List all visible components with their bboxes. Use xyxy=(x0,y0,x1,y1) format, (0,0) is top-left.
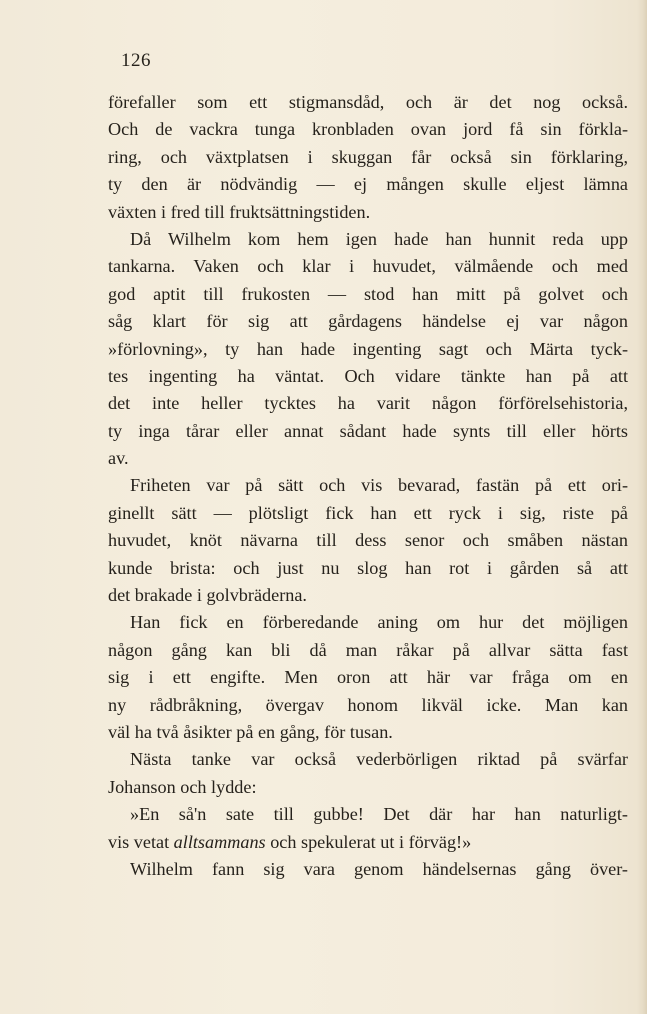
text-line: Johanson och lydde: xyxy=(108,776,257,797)
text-line: Och de vackra tunga kronbladen ovan jord få sin förkla- xyxy=(108,119,628,140)
page-edge-shadow xyxy=(637,0,647,1014)
text-line: det brakade i golvbräderna. xyxy=(108,585,307,606)
text-line-with-emphasis xyxy=(108,829,628,856)
text-line: av. xyxy=(108,448,129,469)
text-line: Nästa tanke var också vederbörligen riktad på svärfar xyxy=(130,749,628,770)
emphasized-word: alltsammans xyxy=(173,831,266,852)
text-line: god aptit till frukosten — stod han mitt på golvet och xyxy=(108,283,628,304)
text-line: Då Wilhelm kom hem igen hade han hunnit reda upp xyxy=(130,228,628,249)
text-segment: och spekulerat ut i förväg!» xyxy=(265,831,472,852)
text-segment: vis vetat xyxy=(108,831,174,852)
text-line: ty den är nödvändig — ej mången skulle eljest lämna xyxy=(108,174,628,195)
text-line: ty inga tårar eller annat sådant hade synts till eller hörts xyxy=(108,420,628,441)
text-line: tankarna. Vaken och klar i huvudet, välmående och med xyxy=(108,256,628,277)
text-line: ny rådbråkning, övergav honom likväl icke. Man kan xyxy=(108,694,628,715)
text-line: sig i ett engifte. Men oron att här var fråga om en xyxy=(108,667,628,688)
text-line: ring, och växtplatsen i skuggan får också sin förklaring, xyxy=(108,146,628,167)
body-text xyxy=(108,89,628,883)
text-line: kunde brista: och just nu slog han rot i gården så att xyxy=(108,557,628,578)
text-line: Wilhelm fann sig vara genom händelsernas gång över- xyxy=(130,858,628,879)
text-line: tes ingenting ha väntat. Och vidare tänkte han på att xyxy=(108,365,628,386)
text-line: någon gång kan bli då man råkar på allvar sätta fast xyxy=(108,639,628,660)
text-line: växten i fred till fruktsättningstiden. xyxy=(108,201,371,222)
text-line: det inte heller tycktes ha varit någon förförelsehistoria, xyxy=(108,393,628,414)
text-line: Friheten var på sätt och vis bevarad, fastän på ett ori- xyxy=(130,475,628,496)
text-line: »En så'n sate till gubbe! Det där har han naturligt- xyxy=(130,804,628,825)
text-line: förefaller som ett stigmansdåd, och är det nog också. xyxy=(108,92,628,112)
page-number: 126 xyxy=(121,50,151,71)
text-line: ginellt sätt — plötsligt fick han ett ryck i sig, riste på xyxy=(108,502,628,523)
text-line: väl ha två åsikter på en gång, för tusan. xyxy=(108,721,393,742)
text-line: Han fick en förberedande aning om hur det möjligen xyxy=(130,612,628,633)
text-line: »förlovning», ty han hade ingenting sagt och Märta tyck- xyxy=(108,338,628,359)
text-line: huvudet, knöt nävarna till dess senor och småben nästan xyxy=(108,530,628,551)
text-line: såg klart för sig att gårdagens händelse ej var någon xyxy=(108,311,628,332)
